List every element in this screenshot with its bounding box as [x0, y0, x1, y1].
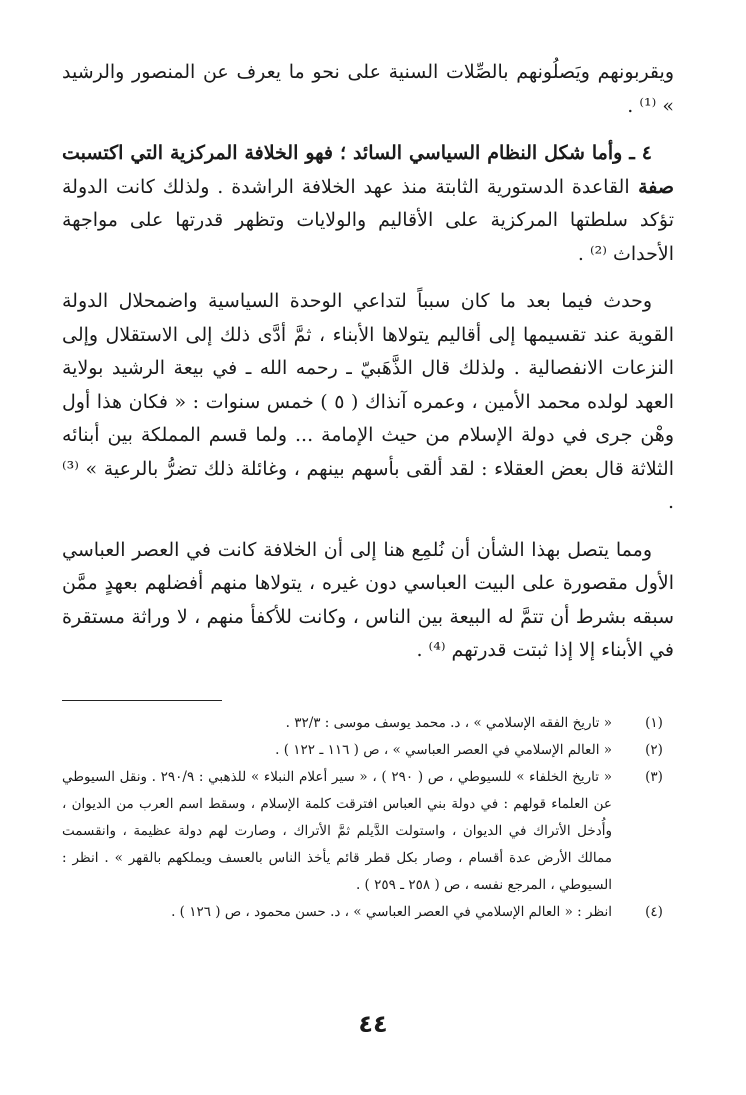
- footnote-text: « تاريخ الفقه الإسلامي » ، د. محمد يوسف موسى : ٣٢/٣ .: [285, 715, 612, 731]
- footnote-2: [62, 737, 674, 764]
- paragraph-3: وحدث فيما بعد ما كان سبباً لتداعي الوحدة السياسية واضمحلال الدولة القوية عند تقسيمها إلى أقاليم يتولاها الأبناء ، ثمَّ أدَّى ذلك إلى الاستقلال وإلى النزعات الانفصالية . ولذلك قال الذَّهَبيّ ـ رحمه الله ـ في بيعة الرشيد بولاية العهد لولده محمد الأمين ، وعمره آنذاك ( ٥ ) خمس سنوات : « فكان هذا أول وهْن جرى في دولة الإسلام من حيث الإمامة ... ولما قسم المملكة بين أبنائه الثلاثة قال بعض العقلاء : لقد ألقى بأسهم بينهم ، وغائلة ذلك تضرُّ بالرعية » ⁽³⁾ .: [62, 290, 674, 513]
- page-number: ٤٤: [358, 1010, 388, 1038]
- footnote-3: [62, 764, 674, 899]
- point-4-heading: ٤ ـ وأما شكل النظام السياسي السائد ؛: [339, 142, 652, 164]
- paragraph-4: ومما يتصل بهذا الشأن أن نُلمِع هنا إلى أن الخلافة كانت في العصر العباسي الأول مقصورة على البيت العباسي دون غيره ، يتولاها منهم أفضلهم بعهدٍ ممَّن سبقه بشرط أن تتمَّ له البيعة بين الناس ، وكانت للأكفأ منهم ، لا وراثة مستقرة في الأبناء إلا إذا ثبتت قدرتهم ⁽⁴⁾ .: [62, 538, 674, 661]
- footnote-1: [62, 710, 674, 737]
- point-4-heading-rest: فهو الخلافة المركزية التي اكتسبت صفة: [62, 142, 675, 198]
- footnote-number: (٣): [645, 769, 663, 785]
- main-text: [62, 56, 674, 682]
- footnote-text: « العالم الإسلامي في العصر العباسي » ، ص ( ١١٦ ـ ١٢٢ ) .: [275, 742, 612, 758]
- footnote-number: (٢): [645, 742, 663, 758]
- footnote-4: [62, 899, 674, 926]
- footnote-number: (٤): [645, 904, 663, 920]
- paragraph-2-body: القاعدة الدستورية الثابتة منذ عهد الخلافة الراشدة . ولذلك كانت الدولة تؤكد سلطتها المركزية على الأقاليم والولايات وتظهر قدرتها على مواجهة الأحداث ⁽²⁾ .: [62, 175, 674, 265]
- footnote-divider: [62, 700, 222, 701]
- paragraph-2: [62, 137, 674, 271]
- footnote-text: انظر : « العالم الإسلامي في العصر العباسي » ، د. حسن محمود ، ص ( ١٢٦ ) .: [171, 904, 612, 920]
- footnote-number: (١): [645, 715, 663, 731]
- footnote-text: « تاريخ الخلفاء » للسيوطي ، ص ( ٢٩٠ ) ، « سير أعلام النبلاء » للذهبي : ٢٩٠/٩ . ونقل السيوطي عن العلماء قولهم : في دولة بني العباس افترقت كلمة الإسلام ، وسقط اسم العرب من الديوان ، وأُدخل الأتراك في الديوان ، واستولت الدَّيلم ثمَّ الأتراك ، وصارت لهم دولة عظيمة ، وانقسمت ممالك الأرض عدة أقسام ، وصار بكل قطر قائم يأخذ الناس بالعسف ويملكهم بالقهر » . انظر : السيوطي ، المرجع نفسه ، ص ( ٢٥٨ ـ ٢٥٩ ) .: [62, 769, 613, 893]
- paragraph-1: ويقربونهم ويَصلُونهم بالصِّلات السنية على نحو ما يعرف عن المنصور والرشيد » ⁽¹⁾ .: [62, 61, 674, 117]
